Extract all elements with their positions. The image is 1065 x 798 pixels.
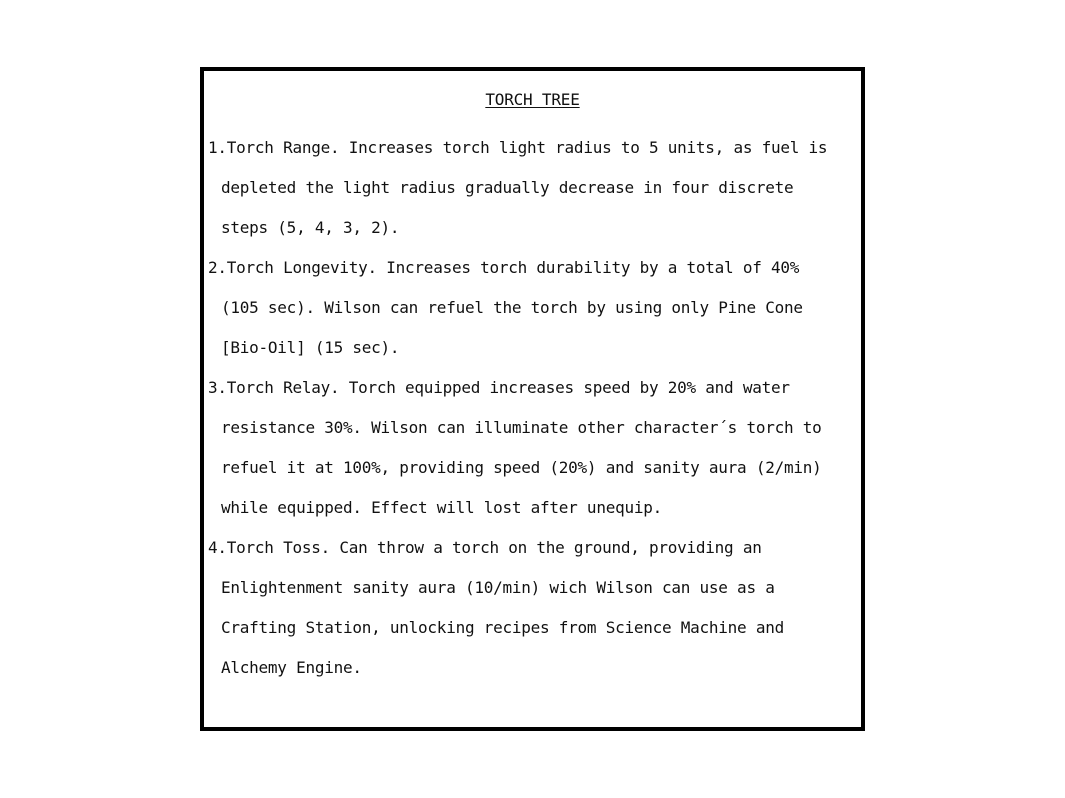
list-item-torch-range xyxy=(208,128,860,248)
skill-list xyxy=(208,128,860,688)
list-item-line: refuel it at 100%, providing speed (20%) and sanity aura (2/min) xyxy=(221,458,822,477)
document-title: TORCH TREE xyxy=(485,90,580,109)
list-item-line: 4.Torch Toss. Can throw a torch on the ground, providing an xyxy=(208,538,762,557)
list-item-line: depleted the light radius gradually decrease in four discrete xyxy=(221,178,794,197)
list-item-line: 3.Torch Relay. Torch equipped increases speed by 20% and water xyxy=(208,378,790,397)
list-item-line: Alchemy Engine. xyxy=(221,658,362,677)
document-frame xyxy=(200,67,865,731)
list-item-line: steps (5, 4, 3, 2). xyxy=(221,218,400,237)
list-item-line: 2.Torch Longevity. Increases torch durability by a total of 40% xyxy=(208,258,800,277)
list-item-line: 1.Torch Range. Increases torch light radius to 5 units, as fuel is xyxy=(208,138,828,157)
list-item-torch-toss xyxy=(208,528,860,688)
list-item-line: [Bio-Oil] (15 sec). xyxy=(221,338,400,357)
list-item-line: resistance 30%. Wilson can illuminate other character´s torch to xyxy=(221,418,822,437)
list-item-line: Enlightenment sanity aura (10/min) wich Wilson can use as a xyxy=(221,578,775,597)
list-item-line: while equipped. Effect will lost after unequip. xyxy=(221,498,662,517)
list-item-line: Crafting Station, unlocking recipes from Science Machine and xyxy=(221,618,784,637)
list-item-torch-relay xyxy=(208,368,860,528)
list-item-torch-longevity xyxy=(208,248,860,368)
list-item-line: (105 sec). Wilson can refuel the torch by using only Pine Cone xyxy=(221,298,803,317)
